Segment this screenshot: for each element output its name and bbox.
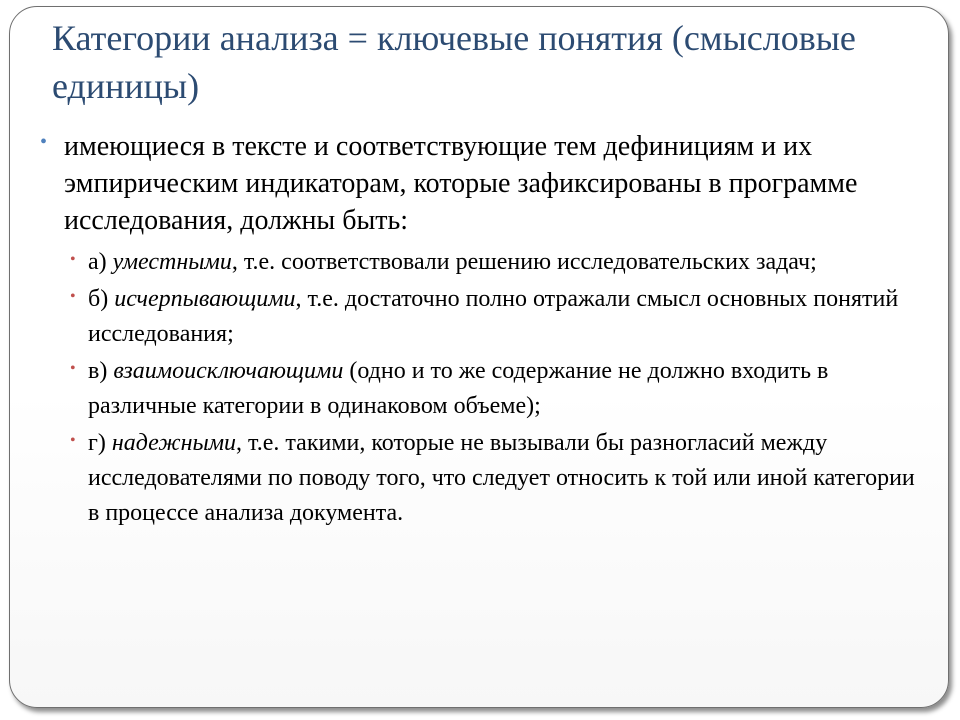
sub-bullet-list (40, 245, 920, 531)
sub-bullet-item (70, 354, 920, 424)
sub-item-text: (одно и то же содержание не должно входить в различные категории в одинаковом объеме); (88, 358, 829, 419)
sub-item-term: надежными (111, 430, 237, 456)
bullet-main-text: имеющиеся в тексте и соответствующие тем дефинициям и их эмпирическим индикаторам, которые зафиксированы в программе исследования, должны быть: (64, 131, 858, 236)
slide-body (40, 128, 920, 533)
sub-item-text: , т.е. достаточно полно отражали смысл основных понятий исследования; (88, 286, 899, 347)
sub-item-term: взаимоисключающими (113, 358, 344, 384)
sub-item-text: , т.е. такими, которые не вызывали бы разногласий между исследователями по поводу того, что следует относить к той или иной категории в процессе анализа документа. (88, 430, 915, 526)
sub-bullet-item (70, 282, 920, 352)
bullet-dot-icon: • (40, 131, 48, 153)
sub-item-prefix: б) (88, 286, 115, 312)
sub-item-prefix: в) (88, 358, 114, 384)
sub-item-term: уместными (112, 249, 232, 275)
sub-item-prefix: а) (88, 249, 113, 275)
sub-item-prefix: г) (88, 430, 112, 456)
sub-item-text: , т.е. соответствовали решению исследовательских задач; (231, 249, 817, 275)
sub-bullet-item (70, 245, 920, 280)
sub-bullet-dot-icon: • (70, 251, 76, 268)
bullet-level1 (40, 128, 920, 239)
sub-item-term: исчерпывающими (114, 286, 296, 312)
sub-bullet-dot-icon: • (70, 360, 76, 377)
slide-title: Категории анализа = ключевые понятия (смысловые единицы) (52, 18, 856, 106)
sub-bullet-item (70, 426, 920, 531)
sub-bullet-dot-icon: • (70, 432, 76, 449)
sub-bullet-dot-icon: • (70, 288, 76, 305)
